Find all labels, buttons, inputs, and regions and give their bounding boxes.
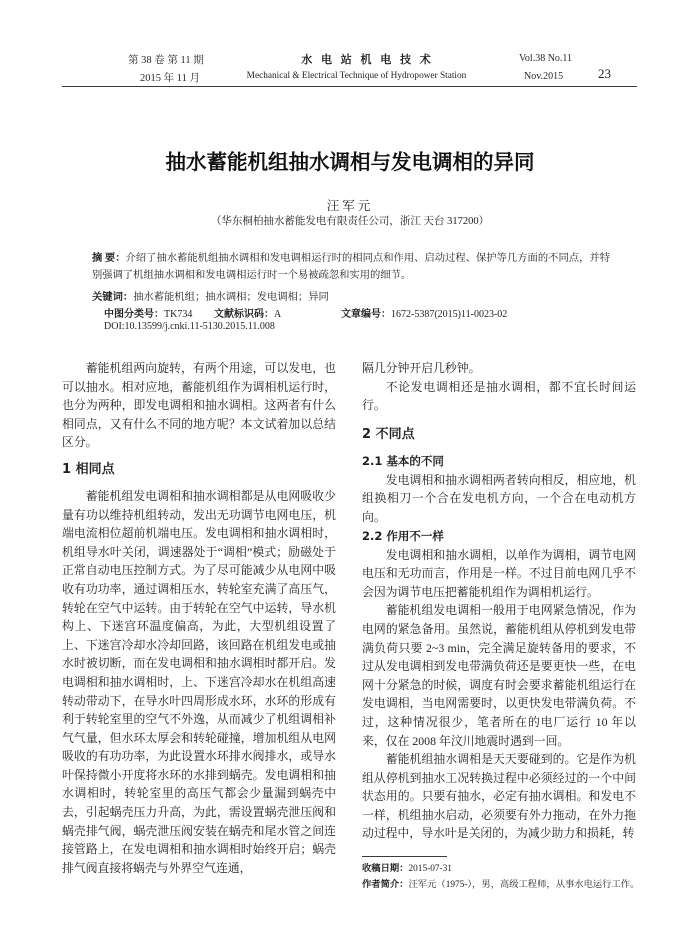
- keywords-label: 关键词：: [92, 292, 134, 303]
- body-column-left: [62, 359, 336, 877]
- keywords: [92, 288, 329, 303]
- author-bio-value: 汪军元（1975-），男，高级工程师，从事水电运行工作。: [408, 880, 640, 891]
- article-number-value: 1672-5387(2015)11-0023-02: [391, 309, 508, 320]
- document-code: [214, 305, 281, 320]
- document-code-label: 文献标识码：: [214, 309, 274, 320]
- body-paragraph: 发电调相和抽水调相，以单作为调相，调节电网电压和无功而言，作用是一样。不过目前电网几乎不会因为调节电压把蓄能机组作为调相机运行。: [362, 547, 636, 599]
- body-paragraph: 蓄能机组发电调相和抽水调相都是从电网吸收少量有功以维持机组转动，发出无功调节电网电压，机端电流相位超前机端电压。发电调相和抽水调相时，机组导水叶关闭，调速器处于“调相”模式；励磁处于正常自动电压控制方式。为了尽可能减少从电网中吸收有功功率，通过调相压水，转轮室充满了高压气，转轮在空气中运转。由于转轮在空气中运转，导水机构上、下迷宫环温度偏高，为此，大型机组设置了上、下迷宫冷却水冷却回路，该回路在机组发电或抽水时被切断，而在发电调相和抽水调相时都开启。发电调相和抽水调相时，上、下迷宫冷却水在机组高速转动带动下，在导水叶四周形成水环，水环的形成有利于转轮室里的空气不外逸，从而减少了机组调相补气气量，但水环太厚会和转轮碰撞，增加机组从电网吸收的有功功率，为此设置水环排水阀排水，或导水叶保持微小开度将水环的水排到蜗壳。发电调相和抽水调相时，转轮室里的高压气都会少量漏到蜗壳中去，引起蜗壳压力升高，为此，需设置蜗壳泄压阀和蜗壳排气阀，蜗壳泄压阀安装在蜗壳和尾水管之间连接管路上，在发电调相和抽水调相时始终开启；蜗壳排气阀直接将蜗壳与外界空气连通，: [62, 488, 336, 875]
- received-date-value: 2015-07-31: [408, 864, 452, 875]
- article-title: 抽水蓄能机组抽水调相与发电调相的异同: [165, 150, 535, 174]
- header-journal-name-cn: 水 电 站 机 电 技 术: [301, 54, 434, 66]
- page-number: 23: [598, 66, 611, 81]
- clc-number: [104, 305, 192, 320]
- author-affiliation: （华东桐柏抽水蓄能发电有限责任公司，浙江 天台 317200）: [210, 216, 490, 227]
- footnote-rule: [362, 856, 447, 857]
- subsection-heading: 2.1 基本的不同: [362, 453, 444, 468]
- body-column-right: [362, 359, 640, 893]
- subsection-heading: 2.2 作用不一样: [362, 528, 444, 543]
- body-paragraph: 发电调相和抽水调相两者转向相反，相应地，机组换相刀一个合在发电机方向，一个合在电动机方向。: [362, 472, 636, 524]
- abstract-label: 摘 要：: [92, 253, 126, 264]
- author-bio: [362, 877, 640, 893]
- header-journal-name-en: Mechanical & Electrical Technique of Hydropower Station: [246, 71, 467, 81]
- section-heading: 2 不同点: [362, 426, 415, 442]
- body-paragraph: 蓄能机组抽水调相是天天要碰到的。它是作为机组从停机到抽水工况转换过程中必须经过的一个中间状态用的。只要有抽水，必定有抽水调相。和发电不一样，机组抽水启动，必须要有外力拖动，在外力拖动过程中，导水叶是关闭的，为减少助力和损耗，转: [362, 752, 636, 841]
- body-paragraph: 蓄能机组两向旋转，有两个用途，可以发电，也可以抽水。相对应地，蓄能机组作为调相机运行时，也分为两种，即发电调相和抽水调相。这两者有什么相同点，又有什么不同的地方呢？本文试着加以总结区分。: [62, 361, 336, 450]
- header-volume-issue: 第 38 卷 第 11 期: [128, 55, 204, 66]
- keywords-text: 抽水蓄能机组；抽水调相；发电调相；异同: [133, 292, 329, 303]
- abstract: [92, 250, 610, 284]
- clc-label: 中图分类号：: [104, 309, 164, 320]
- header-volume-issue-en: Vol.38 No.11: [519, 53, 573, 64]
- article-author: 汪军元: [326, 199, 374, 213]
- clc-value: TK734: [164, 309, 193, 320]
- body-paragraph: 隔几分钟开启几秒钟。: [362, 361, 481, 375]
- section-heading: 1 相同点: [62, 461, 115, 477]
- received-date-label: 收稿日期：: [362, 864, 409, 875]
- received-date: [362, 861, 636, 877]
- header-date-en: Nov.2015: [524, 71, 564, 82]
- footnote: [362, 856, 640, 893]
- doi: DOI:10.13599/j.cnki.11-5130.2015.11.008: [104, 321, 275, 332]
- article-number-label: 文章编号：: [341, 309, 391, 320]
- author-bio-label: 作者简介：: [362, 880, 409, 891]
- abstract-text: 介绍了抽水蓄能机组抽水调相和发电调相运行时的相同点和作用、启动过程、保护等几方面的不同点，并特别强调了机组抽水调相和发电调相运行时一个易被疏忽和实用的细节。: [92, 253, 610, 281]
- article-number: [341, 305, 507, 320]
- header-date-cn: 2015 年 11 月: [140, 73, 200, 84]
- header-rule: [62, 86, 637, 87]
- body-paragraph: 不论发电调相还是抽水调相，都不宜长时间运行。: [362, 379, 636, 413]
- body-paragraph: 蓄能机组发电调相一般用于电网紧急情况，作为电网的紧急备用。虽然说，蓄能机组从停机到发电带满负荷只要 2~3 min，完全满足旋转备用的要求，不过从发电调相到发电带满负荷还是要更快一些，在电网十分紧急的时候，调度有时会要求蓄能机组运行在发电调相，当电网需要时，以更快发电带满负荷。不过，这种情况很少，笔者所在的电厂运行 10 年以来，仅在 2008 年汶川地震时遇到一回。: [362, 603, 636, 748]
- document-code-value: A: [274, 309, 282, 320]
